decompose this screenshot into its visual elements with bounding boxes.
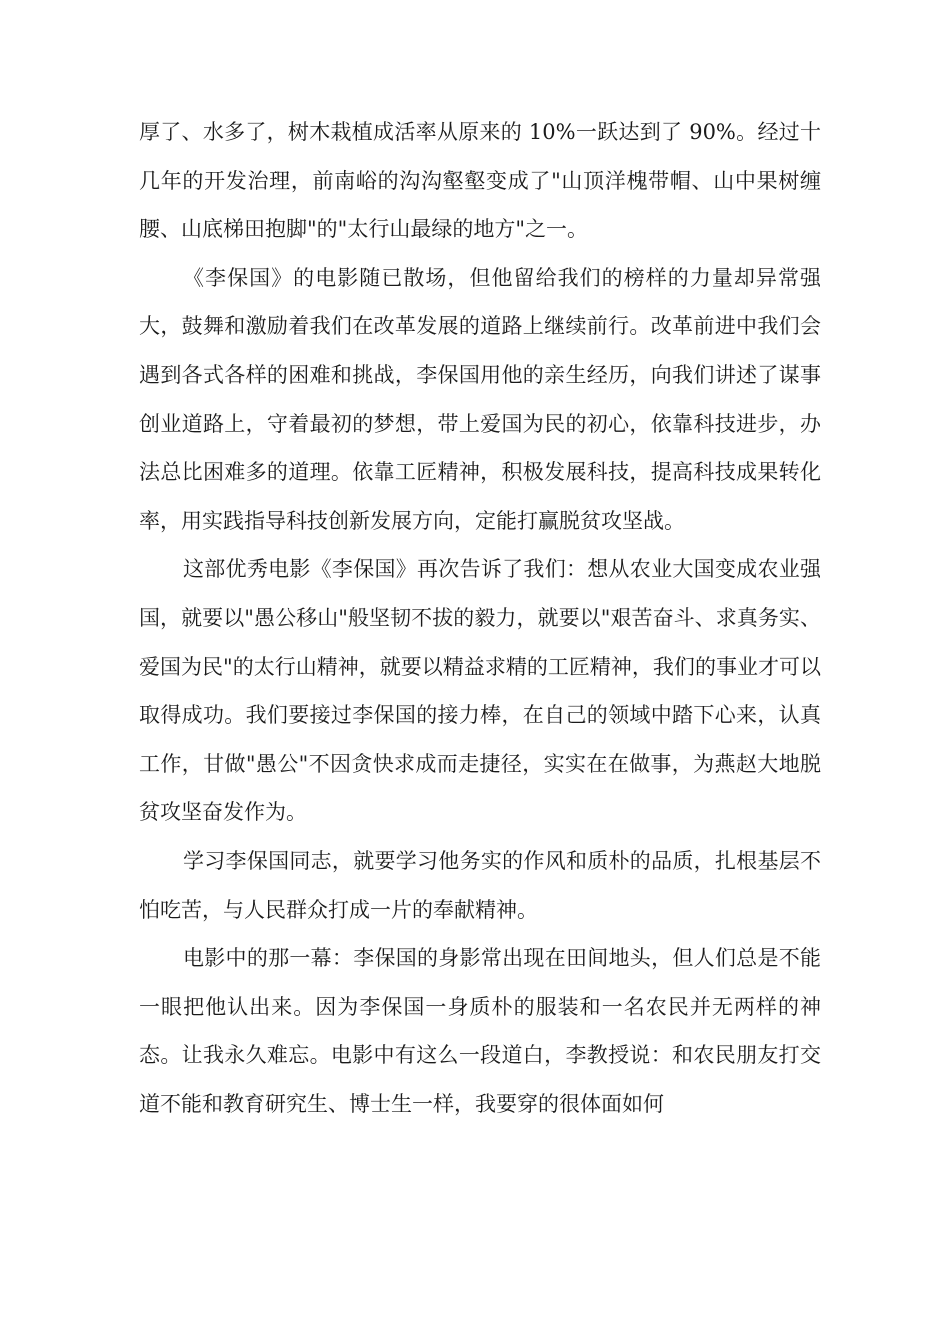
paragraph-4: 学习李保国同志，就要学习他务实的作风和质朴的品质，扎根基层不怕吃苦，与人民群众打成一片的奉献精神。 (139, 848, 821, 922)
paragraph-1: 厚了、水多了，树木栽植成活率从原来的 10%一跃达到了 90%。经过十几年的开发治理，前南峪的沟沟壑壑变成了"山顶洋槐带帽、山中果树缠腰、山底梯田抱脚"的"太行山最绿的地方"之一。 (139, 120, 821, 242)
paragraph-3: 这部优秀电影《李保国》再次告诉了我们：想从农业大国变成农业强国，就要以"愚公移山"般坚韧不拔的毅力，就要以"艰苦奋斗、求真务实、爱国为民"的太行山精神，就要以精益求精的工匠精神，我们的事业才可以取得成功。我们要接过李保国的接力棒，在自己的领域中踏下心来，认真工作，甘做"愚公"不因贪快求成而走捷径，实实在在做事，为燕赵大地脱贫攻坚奋发作为。 (139, 557, 821, 825)
document-page (139, 108, 821, 1128)
paragraph-2: 《李保国》的电影随已散场，但他留给我们的榜样的力量却异常强大，鼓舞和激励着我们在改革发展的道路上继续前行。改革前进中我们会遇到各式各样的困难和挑战，李保国用他的亲生经历，向我们讲述了谋事创业道路上，守着最初的梦想，带上爱国为民的初心，依靠科技进步，办法总比困难多的道理。依靠工匠精神，积极发展科技，提高科技成果转化率，用实践指导科技创新发展方向，定能打赢脱贫攻坚战。 (139, 265, 821, 533)
paragraph-5: 电影中的那一幕：李保国的身影常出现在田间地头，但人们总是不能一眼把他认出来。因为李保国一身质朴的服装和一名农民并无两样的神态。让我永久难忘。电影中有这么一段道白，李教授说：和农民朋友打交道不能和教育研究生、博士生一样，我要穿的很体面如何 (139, 946, 821, 1116)
